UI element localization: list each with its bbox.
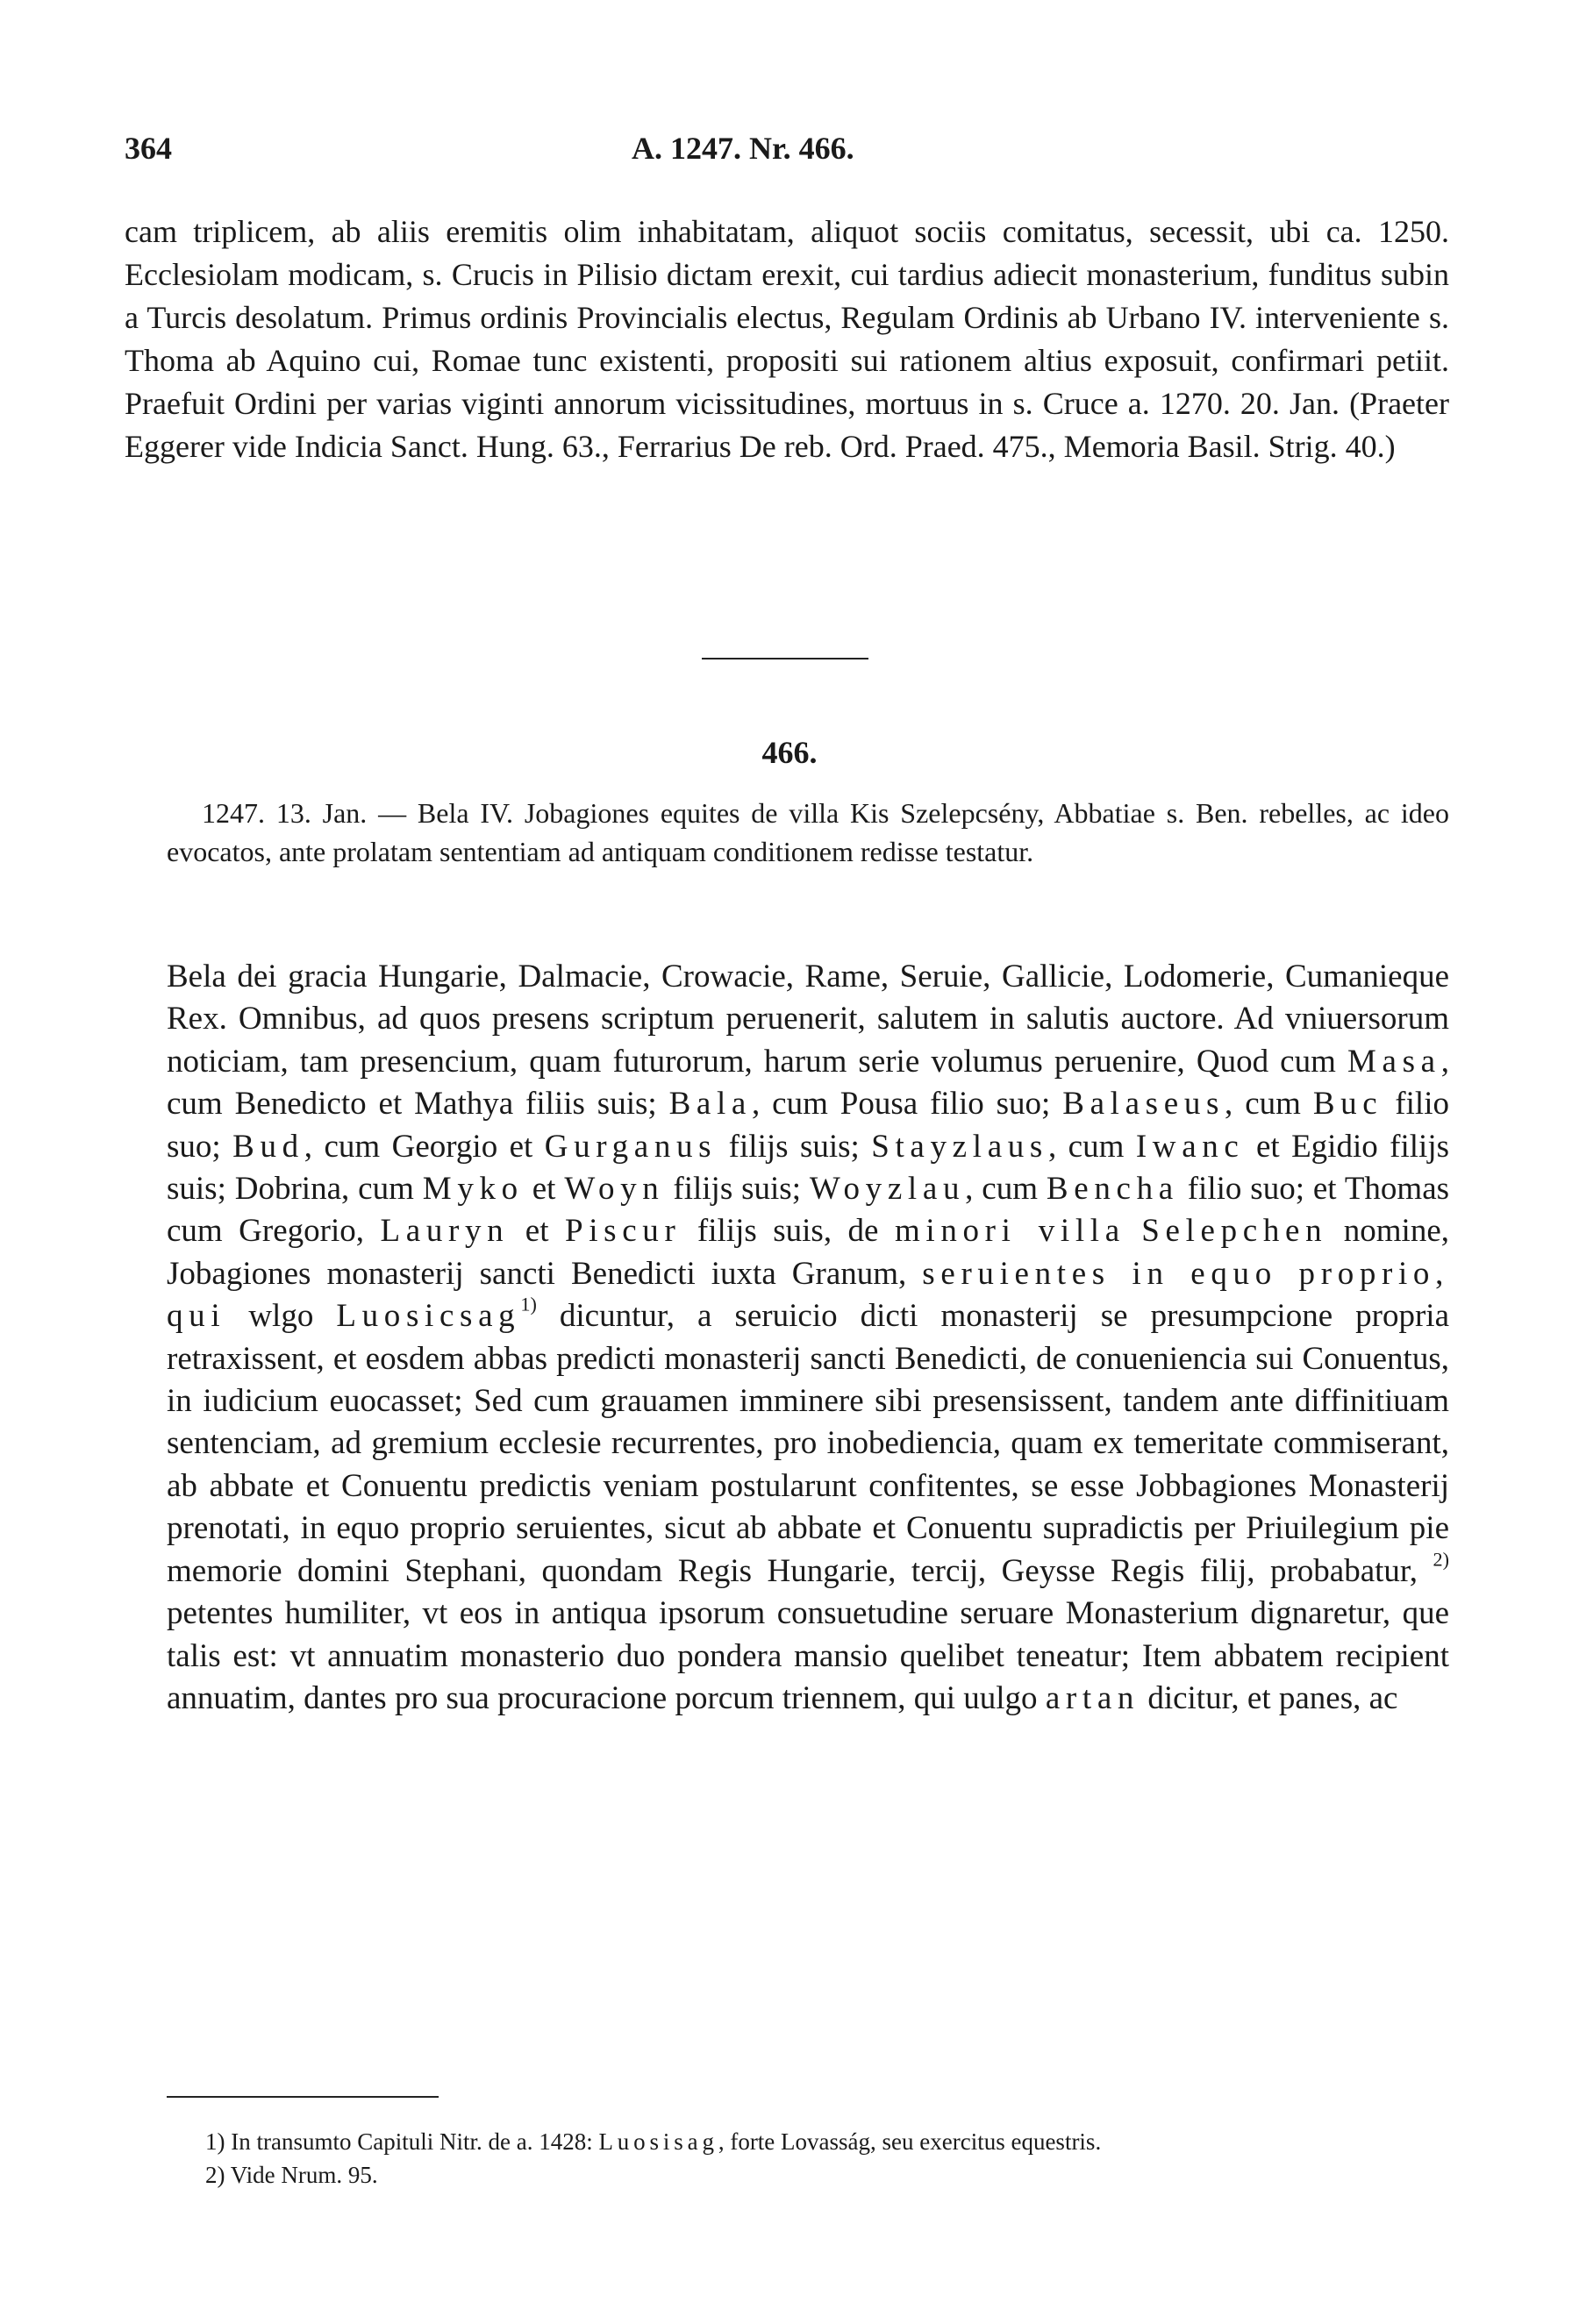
charter-text-run: , cum Pousa filio suo; xyxy=(752,1086,1063,1123)
person-name-spaced: Bala xyxy=(668,1086,753,1123)
footnote-text: 1) In transumto Capituli Nitr. de a. 1428: xyxy=(205,2128,599,2155)
charter-text-run: filijs suis; xyxy=(664,1171,810,1208)
charter-text-run: petentes humiliter, vt eos in antiqua ipsorum consuetudine seruare Monasterium dignaretur, que talis est: vt annuatim monasterio duo pondera mansio quelibet teneatur; Item abbatem recipient annuatim, dantes pro sua procuracione porcum triennem, qui uulgo xyxy=(167,1595,1449,1716)
regest-text: 1247. 13. Jan. — Bela IV. Jobagiones equites de villa Kis Szelepcsény, Abbatiae s. Ben. rebelles, ac ideo evocatos, ante prolatam sententiam ad antiquam conditionem redisse testatur. xyxy=(167,797,1449,867)
section-divider xyxy=(702,658,868,659)
person-name-spaced: Piscur xyxy=(564,1213,682,1250)
person-name-spaced: Masa xyxy=(1347,1043,1441,1080)
charter-text-run: dicuntur, a seruicio dicti monasterij se presumpcione propria retraxissent, et eosdem abbas predicti monasterij sancti Benedicti, de conueniencia sui Conuentus, in iudicium euocasset; Sed cum grauamen imminere sibi presensissent, tandem ante diffinitiuam sentenciam, ad gremium ecclesie recurrentes, pro inobediencia, quam ex temeritate commiserant, ab abbate et Conuentu predictis veniam postularunt confitentes, se esse Jobbagiones Monasterij prenotati, in equo proprio seruientes, sicut ab abbate et Conuentu supradictis per Priuilegium pie memorie domini Stephani, quondam Regis Hungarie, tercij, Geysse Regis filij, probabatur, xyxy=(167,1298,1450,1589)
charter-text-run: , cum xyxy=(1225,1086,1313,1123)
person-name-spaced: Iwanc xyxy=(1135,1128,1245,1165)
person-name-spaced: Woyzlau xyxy=(809,1171,966,1208)
charter-text-run: , cum xyxy=(1048,1128,1136,1165)
charter-text-run: nomine, Jobagiones monasterij sancti Benedicti iuxta Granum, xyxy=(167,1213,1449,1292)
footnotes xyxy=(205,2125,1449,2192)
charter-text-run: filijs suis, de xyxy=(681,1213,895,1250)
footnote-2: 2) Vide Nrum. 95. xyxy=(205,2162,378,2188)
person-name-spaced: Buc xyxy=(1312,1086,1383,1123)
footnote-marker[interactable]: 2) xyxy=(1433,1547,1449,1570)
document-number: 466. xyxy=(761,735,818,770)
place-name-spaced: Selepchen xyxy=(1141,1213,1328,1250)
page-number: 364 xyxy=(125,131,172,166)
person-name-spaced: Bud xyxy=(232,1128,304,1165)
charter-text-run: dicitur, et panes, ac xyxy=(1140,1679,1398,1716)
charter-text-run: filio suo; xyxy=(167,1086,1449,1165)
person-name-spaced: Myko xyxy=(422,1171,524,1208)
charter-text-run: Bela dei gracia Hungarie, Dalmacie, Crowacie, Rame, Seruie, Gallicie, Lodomerie, Cumanieque Rex. Omnibus, ad quos presens scriptum peruenerit, salutem in salutis auctore. Ad vniuersorum noticiam, tam presencium, quam futurorum, harum serie volumus peruenire, Quod cum xyxy=(167,959,1449,1080)
charter-text-run: et xyxy=(509,1213,565,1250)
charter-text-run: filijs suis; xyxy=(717,1128,872,1165)
running-title: A. 1247. Nr. 466. xyxy=(632,131,854,166)
person-name-spaced: Lauryn xyxy=(380,1213,510,1250)
person-name-spaced: Gurganus xyxy=(544,1128,718,1165)
footnote-1 xyxy=(205,2125,1449,2158)
person-name-spaced: Bencha xyxy=(1046,1171,1179,1208)
emphasized-phrase-spaced: seruientes in equo proprio, qui xyxy=(167,1255,1449,1335)
document-regest xyxy=(167,794,1449,871)
term-spaced: Luosicsag xyxy=(336,1298,521,1335)
term-spaced: Luosisag xyxy=(598,2128,718,2155)
charter-text-run: et Egidio filijs suis; Dobrina, cum xyxy=(167,1128,1450,1208)
charter-text-run: wlgo xyxy=(225,1298,337,1335)
footnote-text: , forte Lovasság, seu exercitus equestris. xyxy=(718,2128,1102,2155)
previous-document-continuation: cam triplicem, ab aliis eremitis olim inhabitatam, aliquot sociis comitatus, secessit, ubi ca. 1250. Ecclesiolam modicam, s. Crucis in Pilisio dictam erexit, cui tardius adiecit monasterium, funditus subin a Turcis desolatum. Primus ordinis Provincialis electus, Regulam Ordinis ab Urbano IV. interveniente s. Thoma ab Aquino cui, Romae tunc existenti, propositi sui rationem altius exposuit, confirmari petiit. Praefuit Ordini per varias viginti annorum vicissitudines, mortuus in s. Cruce a. 1270. 20. Jan. (Praeter Eggerer vide Indicia Sanct. Hung. 63., Ferrarius De reb. Ord. Praed. 475., Memoria Basil. Strig. 40.) xyxy=(125,214,1449,464)
charter-text-run: filio suo; et Thomas cum Gregorio, xyxy=(167,1171,1450,1250)
charter-text-run xyxy=(1125,1213,1141,1249)
place-name-spaced: minori villa xyxy=(894,1213,1125,1250)
charter-text-run: , cum xyxy=(965,1171,1047,1208)
term-spaced: artan xyxy=(1045,1679,1140,1716)
person-name-spaced: Stayzlaus xyxy=(871,1128,1048,1165)
charter-text-run: , cum Benedicto et Mathya filiis suis; xyxy=(167,1043,1449,1123)
charter-text-run: , cum Georgio et xyxy=(304,1128,545,1165)
running-header xyxy=(125,130,1449,174)
charter-text-run: et xyxy=(523,1171,565,1208)
person-name-spaced: Balaseus xyxy=(1062,1086,1225,1123)
footnote-divider xyxy=(167,2096,439,2098)
person-name-spaced: Woyn xyxy=(564,1171,665,1208)
charter-text xyxy=(167,956,1449,1720)
footnote-marker[interactable]: 1) xyxy=(520,1293,537,1315)
